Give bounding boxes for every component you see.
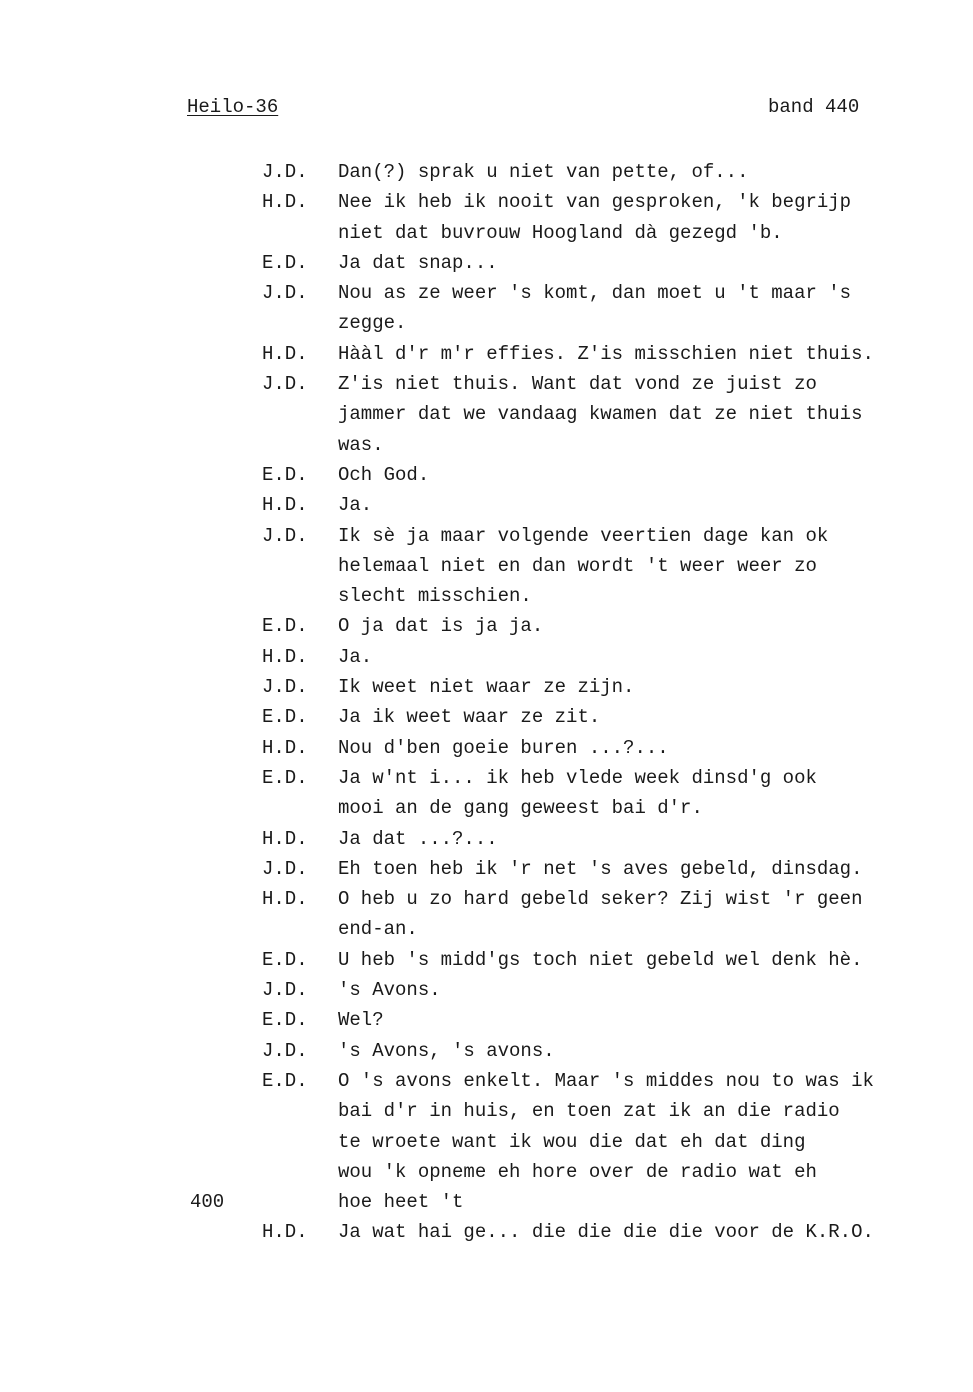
utterance-text: Ja dat snap...: [338, 251, 498, 274]
utterance-text: O ja dat is ja ja.: [338, 615, 544, 638]
transcript-line: [0, 642, 973, 672]
utterance-text: bai d'r in huis, en toen zat ik an die radio: [338, 1100, 840, 1123]
transcript-line: [0, 793, 973, 823]
transcript-line: [0, 1187, 973, 1217]
utterance-text: niet dat buvrouw Hoogland dà gezegd 'b.: [338, 221, 783, 244]
utterance-text: Ja w'nt i... ik heb vlede week dinsd'g ook: [338, 766, 817, 789]
utterance-text: Nou as ze weer 's komt, dan moet u 't maar 's: [338, 282, 852, 305]
line-number-marker: 400: [190, 1191, 225, 1214]
transcript-line: [0, 914, 973, 944]
transcript-line: [0, 308, 973, 338]
utterance-text: zegge.: [338, 312, 407, 335]
page-header-title: Heilo-36: [187, 96, 279, 118]
transcript-line: [0, 763, 973, 793]
transcript-line: [0, 460, 973, 490]
utterance-text: jammer dat we vandaag kwamen dat ze niet thuis: [338, 403, 863, 426]
transcript-line: [0, 1157, 973, 1187]
speaker-label: H.D.: [262, 494, 308, 517]
speaker-label: E.D.: [262, 1009, 308, 1032]
speaker-label: J.D.: [262, 676, 308, 699]
transcript-body: [0, 157, 973, 1248]
transcript-line: [0, 187, 973, 217]
transcript-line: [0, 369, 973, 399]
utterance-text: mooi an de gang geweest bai d'r.: [338, 797, 703, 820]
speaker-label: E.D.: [262, 706, 308, 729]
utterance-text: O heb u zo hard gebeld seker? Zij wist 'r geen: [338, 888, 863, 911]
speaker-label: H.D.: [262, 1221, 308, 1244]
speaker-label: J.D.: [262, 373, 308, 396]
utterance-text: end-an.: [338, 918, 418, 941]
utterance-text: Ja ik weet waar ze zit.: [338, 706, 601, 729]
utterance-text: Hààl d'r m'r effies. Z'is misschien niet thuis.: [338, 342, 874, 365]
transcript-line: [0, 702, 973, 732]
transcript-line: [0, 975, 973, 1005]
transcript-line: [0, 672, 973, 702]
transcript-line: [0, 1066, 973, 1096]
transcript-line: [0, 945, 973, 975]
transcript-line: [0, 854, 973, 884]
transcript-line: [0, 1036, 973, 1066]
utterance-text: Eh toen heb ik 'r net 's aves gebeld, dinsdag.: [338, 857, 863, 880]
utterance-text: te wroete want ik wou die dat eh dat ding: [338, 1130, 806, 1153]
utterance-text: hoe heet 't: [338, 1191, 464, 1214]
speaker-label: J.D.: [262, 524, 308, 547]
utterance-text: O 's avons enkelt. Maar 's middes nou to was ik: [338, 1069, 874, 1092]
speaker-label: E.D.: [262, 1069, 308, 1092]
transcript-line: [0, 581, 973, 611]
speaker-label: H.D.: [262, 645, 308, 668]
speaker-label: H.D.: [262, 342, 308, 365]
utterance-text: Ja dat ...?...: [338, 827, 498, 850]
speaker-label: E.D.: [262, 615, 308, 638]
transcript-line: [0, 430, 973, 460]
utterance-text: Nou d'ben goeie buren ...?...: [338, 736, 669, 759]
transcript-line: [0, 733, 973, 763]
transcript-line: [0, 1217, 973, 1247]
utterance-text: wou 'k opneme eh hore over de radio wat eh: [338, 1160, 817, 1183]
speaker-label: E.D.: [262, 948, 308, 971]
transcript-line: [0, 611, 973, 641]
speaker-label: E.D.: [262, 251, 308, 274]
utterance-text: helemaal niet en dan wordt 't weer weer zo: [338, 554, 817, 577]
transcript-line: [0, 339, 973, 369]
utterance-text: Och God.: [338, 463, 430, 486]
utterance-text: Ja.: [338, 494, 373, 517]
speaker-label: J.D.: [262, 161, 308, 183]
speaker-label: J.D.: [262, 1039, 308, 1062]
utterance-text: Ik weet niet waar ze zijn.: [338, 676, 635, 699]
transcript-line: [0, 1005, 973, 1035]
utterance-text: slecht misschien.: [338, 585, 532, 608]
speaker-label: J.D.: [262, 857, 308, 880]
speaker-label: H.D.: [262, 191, 308, 214]
transcript-line: [0, 490, 973, 520]
transcript-line: [0, 218, 973, 248]
page-header-tape-number: band 440: [768, 96, 860, 118]
speaker-label: H.D.: [262, 736, 308, 759]
utterance-text: U heb 's midd'gs toch niet gebeld wel denk hè.: [338, 948, 863, 971]
speaker-label: E.D.: [262, 463, 308, 486]
utterance-text: Nee ik heb ik nooit van gesproken, 'k begrijp: [338, 191, 852, 214]
utterance-text: 's Avons.: [338, 979, 441, 1002]
transcript-line: [0, 157, 973, 187]
utterance-text: was.: [338, 433, 384, 456]
transcript-line: [0, 1096, 973, 1126]
utterance-text: Ja wat hai ge... die die die die voor de K.R.O.: [338, 1221, 874, 1244]
utterance-text: Wel?: [338, 1009, 384, 1032]
transcript-line: [0, 1127, 973, 1157]
utterance-text: Z'is niet thuis. Want dat vond ze juist zo: [338, 373, 817, 396]
transcript-line: [0, 824, 973, 854]
transcript-line: [0, 248, 973, 278]
speaker-label: H.D.: [262, 827, 308, 850]
transcript-line: [0, 399, 973, 429]
speaker-label: H.D.: [262, 888, 308, 911]
utterance-text: 's Avons, 's avons.: [338, 1039, 555, 1062]
speaker-label: J.D.: [262, 282, 308, 305]
speaker-label: J.D.: [262, 979, 308, 1002]
transcript-line: [0, 551, 973, 581]
utterance-text: Ja.: [338, 645, 373, 668]
utterance-text: Dan(?) sprak u niet van pette, of...: [338, 161, 749, 183]
transcript-line: [0, 884, 973, 914]
transcript-line: [0, 521, 973, 551]
transcript-line: [0, 278, 973, 308]
utterance-text: Ik sè ja maar volgende veertien dage kan ok: [338, 524, 829, 547]
speaker-label: E.D.: [262, 766, 308, 789]
